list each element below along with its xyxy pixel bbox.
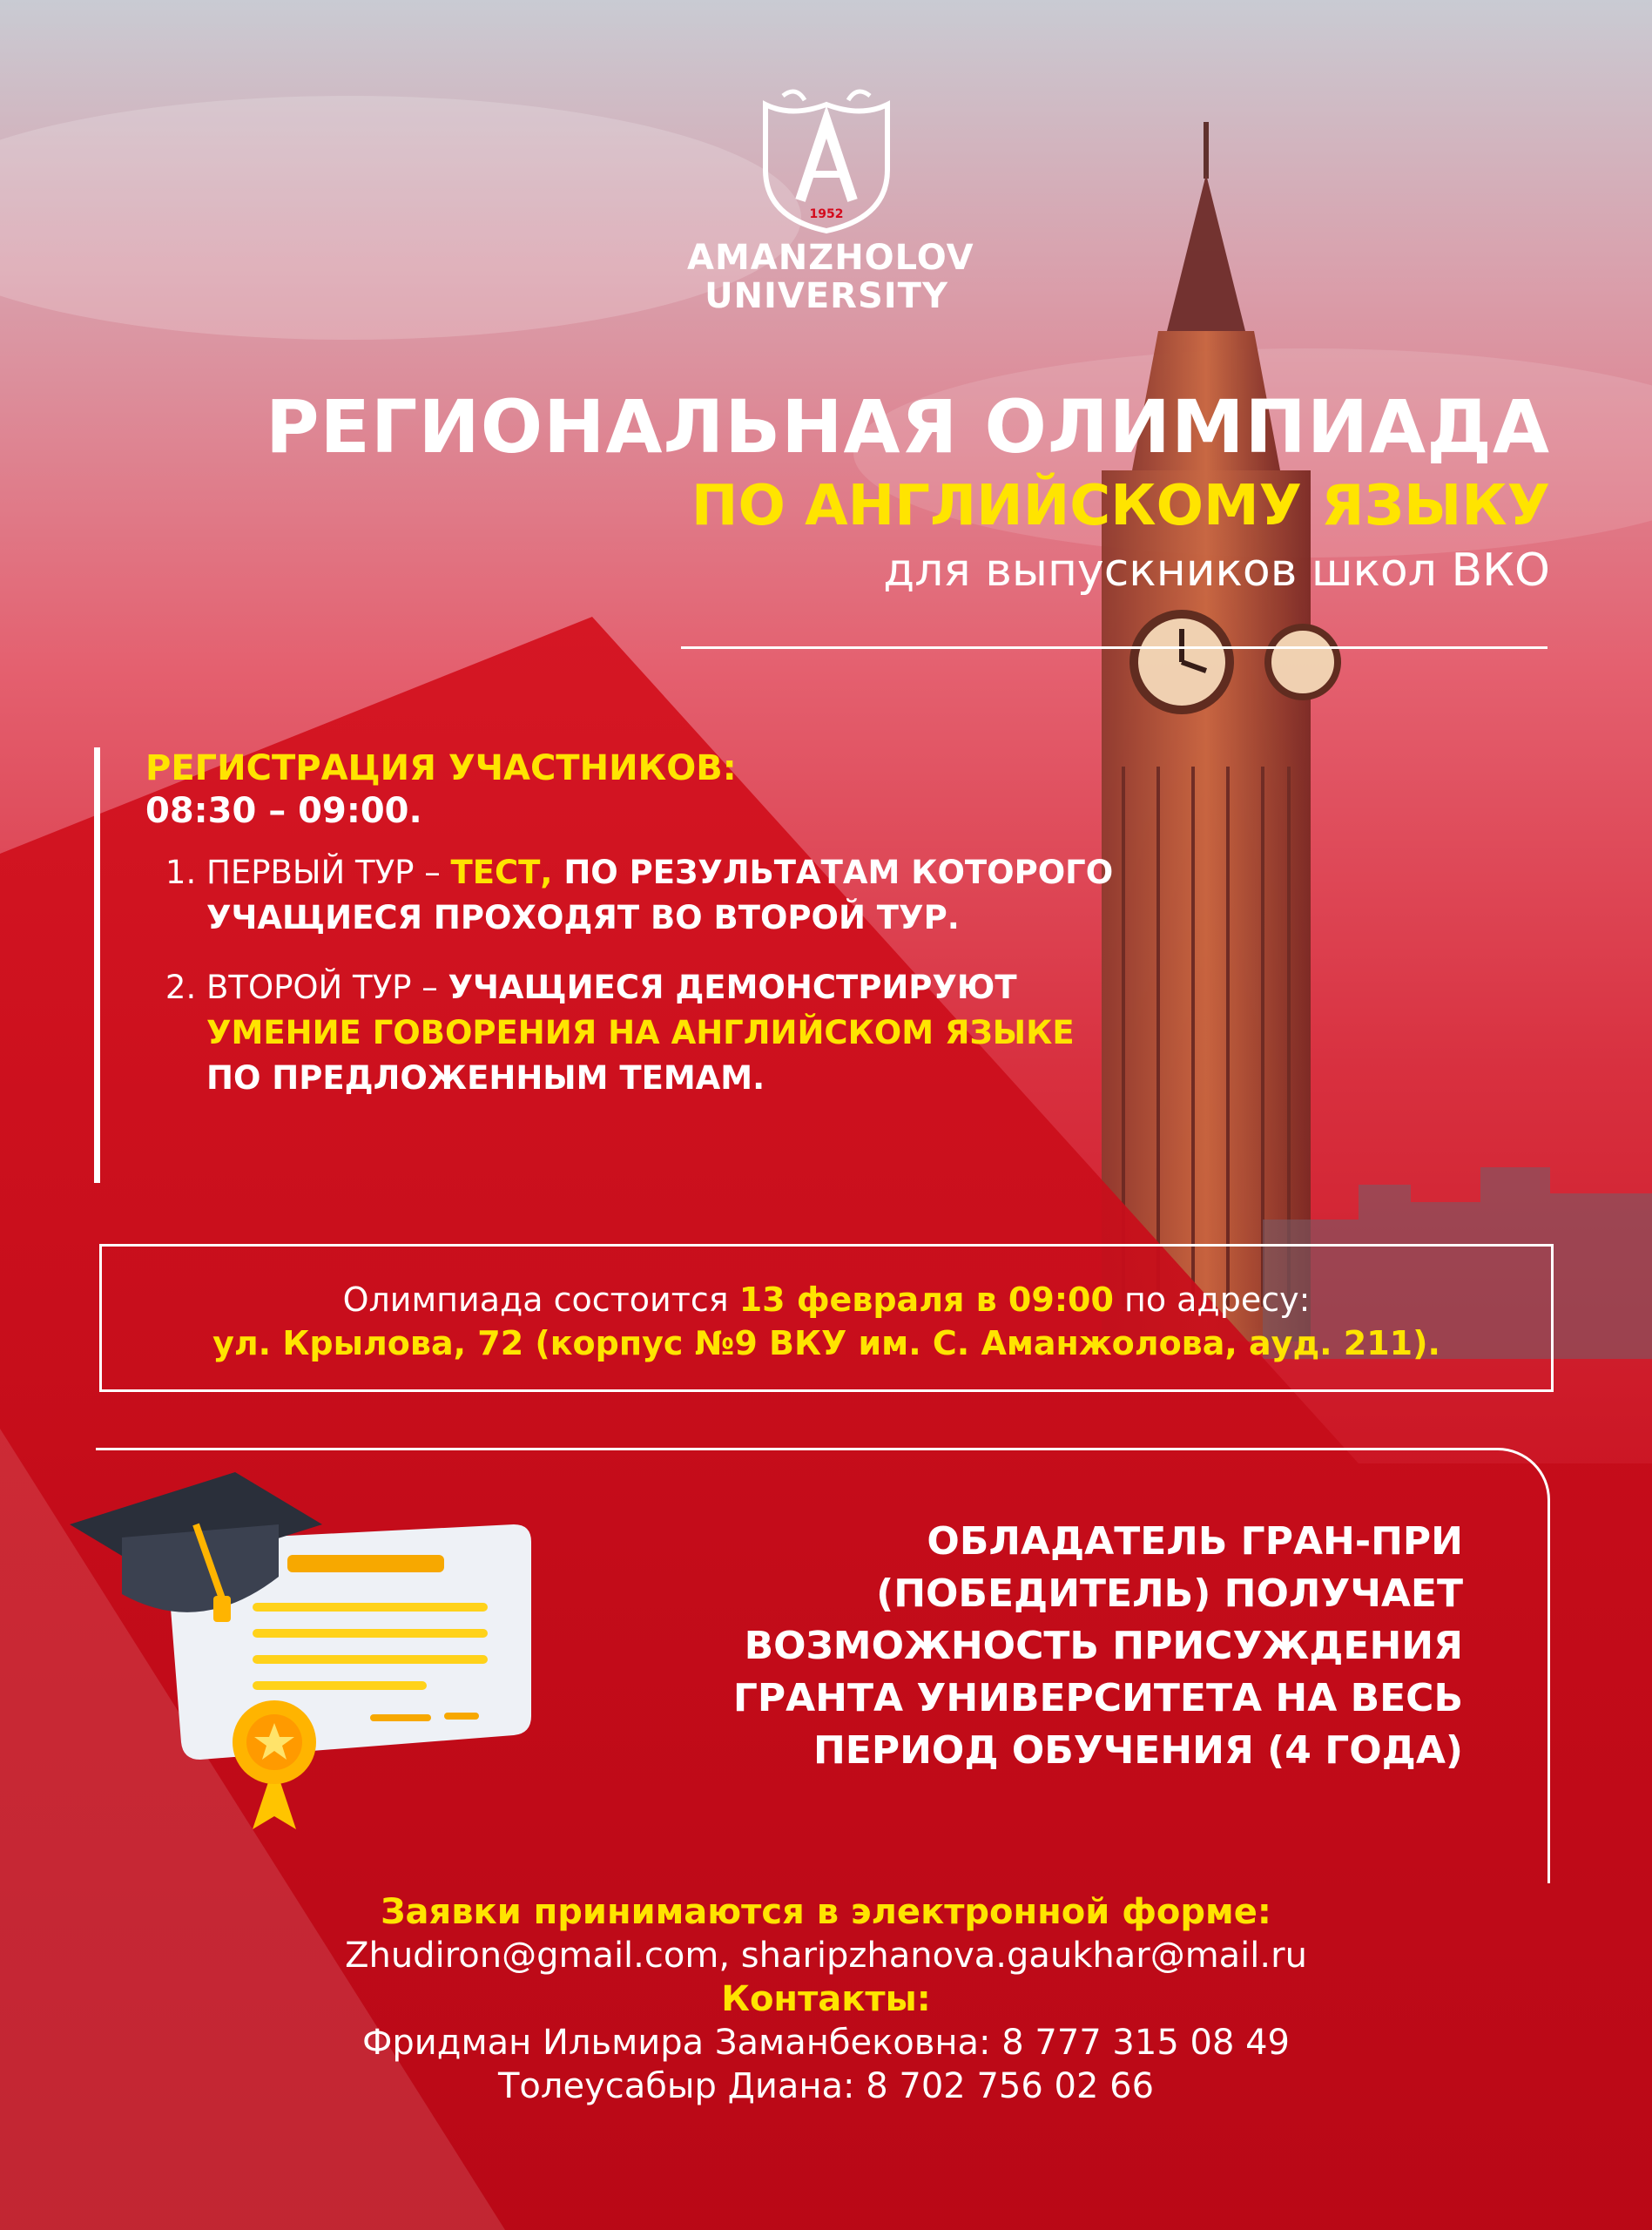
email-addresses[interactable]: Zhudiron@gmail.com, sharipzhanova.gaukhar@mail.ru [345,1936,1307,1976]
venue-date: 13 февраля в 09:00 [738,1281,1114,1319]
logo-year: 1952 [809,207,844,221]
grant-line4: ГРАНТА УНИВЕРСИТЕТА НА ВЕСЬ [732,1676,1463,1720]
contact-2: Толеусабыр Диана: 8 702 756 02 66 [497,2066,1155,2106]
venue-box [99,1244,1554,1392]
tour2-highlight: УМЕНИЕ ГОВОРЕНИЯ НА АНГЛИЙСКОМ ЯЗЫКЕ [206,1014,1075,1051]
tour2-part1: УЧАЩИЕСЯ ДЕМОНСТРИРУЮТ [448,969,1017,1006]
logo-line1: AMANZHOLOV [687,238,974,278]
grant-line2: (ПОБЕДИТЕЛЬ) ПОЛУЧАЕТ [876,1571,1463,1616]
registration-label: РЕГИСТРАЦИЯ УЧАСТНИКОВ: [145,748,737,788]
logo-line2: UNIVERSITY [705,276,948,316]
title-block [105,383,1550,599]
list-item [206,965,1183,1101]
schedule-block [94,747,1183,1183]
page-title: РЕГИОНАЛЬНАЯ ОЛИМПИАДА [265,384,1550,470]
venue-prefix: Олимпиада состоится [342,1281,739,1319]
contact-1: Фридман Ильмира Заманбековна: 8 777 315 08 49 [361,2023,1291,2063]
grant-line1: ОБЛАДАТЕЛЬ ГРАН-ПРИ [927,1519,1463,1564]
venue-suffix: по адресу: [1113,1281,1311,1319]
audience-text: для выпускников школ ВКО [883,544,1550,597]
tour2-lead: ВТОРОЙ ТУР – [206,969,448,1006]
grant-text [575,1516,1463,1777]
venue-line [102,1278,1551,1321]
tour2-rest: ПО ПРЕДЛОЖЕННЫМ ТЕМАМ. [206,1059,765,1097]
tour1-lead: ПЕРВЫЙ ТУР – [206,854,451,891]
registration-time: 08:30 – 09:00. [145,791,422,831]
venue-address: ул. Крылова, 72 (корпус №9 ВКУ им. С. Аманжолова, ауд. 211). [212,1324,1440,1362]
title-divider [681,646,1547,649]
tour1-highlight: ТЕСТ, [450,854,553,891]
university-logo [687,87,974,316]
list-item [206,850,1183,941]
grant-line3: ВОЗМОЖНОСТЬ ПРИСУЖДЕНИЯ [744,1624,1463,1668]
grant-line5: ПЕРИОД ОБУЧЕНИЯ (4 ГОДА) [813,1728,1463,1773]
tours-list [145,850,1183,1101]
applications-label: Заявки принимаются в электронной форме: [381,1892,1271,1932]
page-subtitle: ПО АНГЛИЙСКОМУ ЯЗЫКУ [691,474,1550,538]
tour1-rest: ПО РЕЗУЛЬТАТАМ КОТОРОГО УЧАЩИЕСЯ ПРОХОДЯТ ВО ВТОРОЙ ТУР. [206,854,1114,936]
contacts-footer [0,1890,1652,2108]
contacts-label: Контакты: [721,1979,931,2019]
graduation-diploma-icon [61,1394,549,1829]
